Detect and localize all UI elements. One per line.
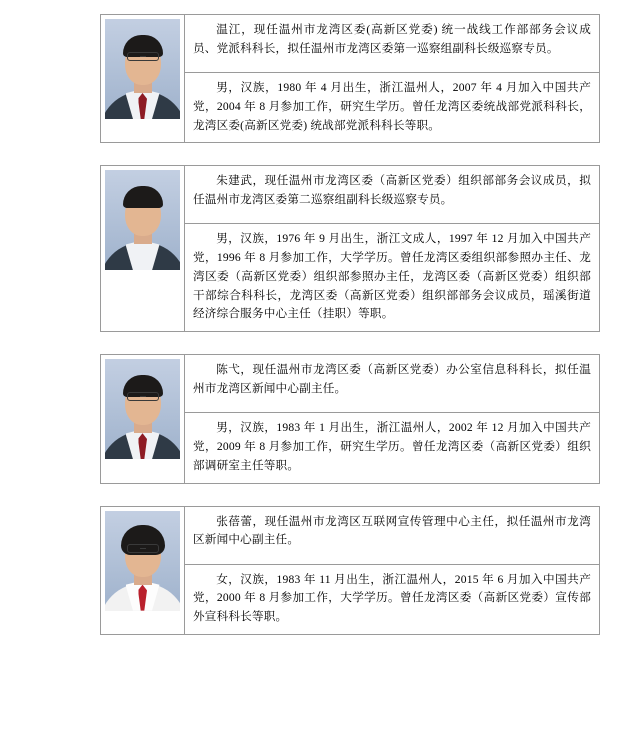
portrait-glasses xyxy=(127,392,159,401)
text-cell xyxy=(185,166,599,331)
biography-paragraph: 男，汉族，1980 年 4 月出生，浙江温州人，2007 年 4 月加入中国共产党，2004 年 8 月参加工作，研究生学历。曾任龙湾区委统战部党派科科长，龙湾区委(高新区党委) 统战部党派科科长等职。 xyxy=(185,72,599,142)
biography-paragraph: 男，汉族，1976 年 9 月出生，浙江文成人，1997 年 12 月加入中国共产党，1996 年 8 月参加工作，大学学历。曾任龙湾区委组织部参照办主任、龙湾区委（高新区党委）组织部参照办主任，龙湾区委（高新区党委）组织部干部综合科科长，龙湾区委（高新区党委）组织部部务会议成员，瑶溪街道经济综合服务中心主任（挂职）等职。 xyxy=(185,223,599,331)
text-cell xyxy=(185,15,599,142)
person-entry xyxy=(100,506,600,635)
portrait-zhu-jianwu xyxy=(105,170,180,270)
biography-paragraph: 女，汉族，1983 年 11 月出生，浙江温州人，2015 年 6 月加入中国共产党，2000 年 8 月参加工作，大学学历。曾任龙湾区委（高新区党委）宣传部外宣科科长等职。 xyxy=(185,564,599,634)
photo-cell xyxy=(101,355,185,482)
portrait-zhang-beilei xyxy=(105,511,180,611)
appointment-paragraph: 温江，现任温州市龙湾区委(高新区党委) 统一战线工作部部务会议成员、党派科科长，拟任温州市龙湾区委第一巡察组副科长级巡察专员。 xyxy=(193,23,591,55)
text-cell xyxy=(185,507,599,634)
appointment-paragraph: 朱建武，现任温州市龙湾区委（高新区党委）组织部部务会议成员，拟任温州市龙湾区委第二巡察组副科长级巡察专员。 xyxy=(193,174,591,207)
appointment-paragraph: 张蓓蕾，现任温州市龙湾区互联网宣传管理中心主任，拟任温州市龙湾区新闻中心副主任。 xyxy=(193,514,591,547)
portrait-wen-jiang xyxy=(105,19,180,119)
photo-cell xyxy=(101,15,185,142)
appointment-paragraph: 陈弋，现任温州市龙湾区委（高新区党委）办公室信息科科长，拟任温州市龙湾区新闻中心副主任。 xyxy=(193,363,591,396)
person-entry xyxy=(100,165,600,332)
portrait-glasses xyxy=(127,52,159,61)
biography-paragraph: 男，汉族，1983 年 1 月出生，浙江温州人，2002 年 12 月加入中国共产党，2009 年 8 月参加工作，研究生学历。曾任龙湾区委（高新区党委）组织部调研室主任等职。 xyxy=(185,412,599,482)
portrait-glasses xyxy=(127,544,159,553)
person-entry xyxy=(100,14,600,143)
photo-cell xyxy=(101,507,185,634)
text-cell xyxy=(185,355,599,482)
photo-cell xyxy=(101,166,185,331)
portrait-chen-yi xyxy=(105,359,180,459)
person-entry xyxy=(100,354,600,483)
